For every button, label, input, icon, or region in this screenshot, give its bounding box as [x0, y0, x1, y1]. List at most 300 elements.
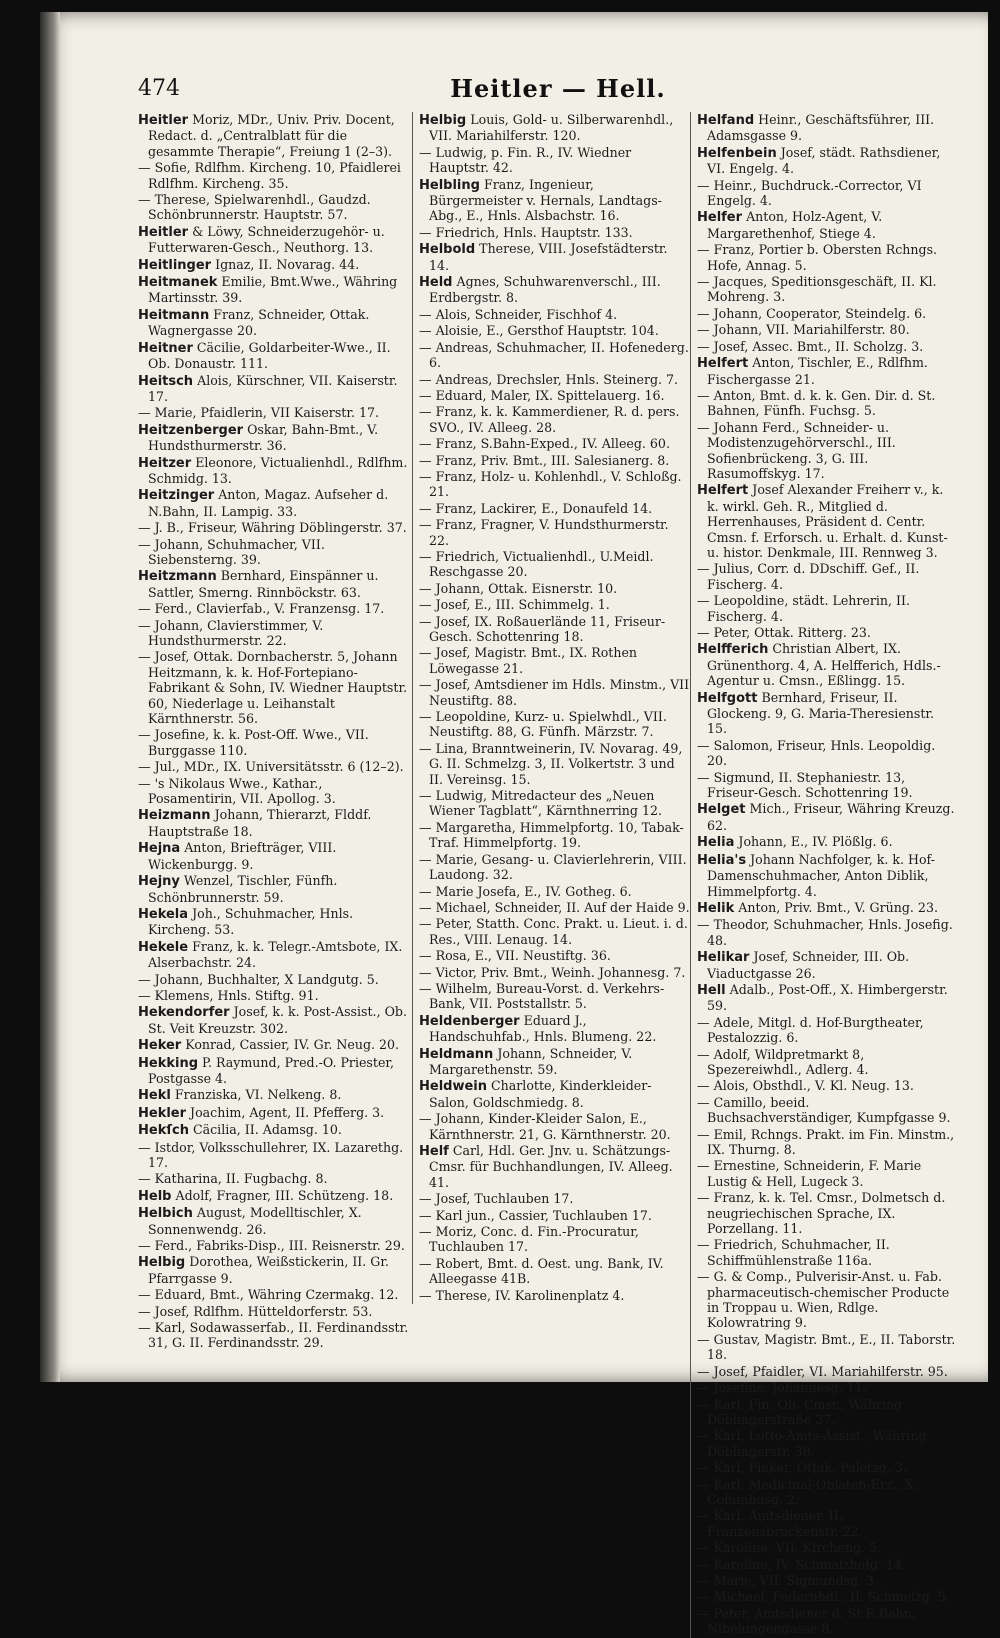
entry-details: — Karoline, VII. Kircheng. 5.: [697, 1540, 882, 1556]
entry-details: — Johann, Kinder-Kleider Salon, E., Kärnthnerstr. 21, G. Kärnthnerstr. 20.: [419, 1111, 671, 1142]
entry-details: — Marie, VII. Sigmundsg. 3.: [697, 1572, 879, 1588]
directory-entry: [697, 1158, 957, 1189]
entry-details: — Jacques, Speditionsgeschäft, II. Kl. Mohreng. 3.: [697, 274, 937, 305]
entry-details: — Istdor, Volksschullehrer, IX. Lazarethg. 17.: [138, 1139, 404, 1170]
entry-details: — Katharina, II. Fugbachg. 8.: [138, 1171, 328, 1187]
entry-details: — Josef, E., III. Schimmelg. 1.: [419, 597, 610, 613]
directory-entry: [419, 469, 691, 500]
directory-entry: [419, 1143, 691, 1190]
directory-entry: [138, 537, 410, 568]
directory-entry: [697, 1428, 957, 1459]
entry-surname: Hekſch: [138, 1123, 189, 1139]
entry-surname: Helget: [697, 802, 746, 818]
directory-entry: [138, 373, 410, 405]
entry-surname: Heldwein: [419, 1079, 487, 1095]
entry-details: — Eduard, Bmt., Währing Czermakg. 12.: [138, 1287, 399, 1303]
entry-details: & Löwy, Schneiderzugehör- u. Futterwaren-Gesch., Neuthorg. 13.: [148, 223, 385, 256]
entry-surname: Heitler: [138, 113, 189, 128]
entry-details: — Ferd., Fabriks-Disp., III. Reisnerstr. 29.: [138, 1238, 405, 1254]
entry-surname: Hell: [697, 982, 726, 998]
directory-entry: [419, 1224, 691, 1255]
entry-surname: Hekendorfer: [138, 1005, 230, 1021]
entry-surname: Heker: [138, 1038, 182, 1054]
entry-surname: Hekl: [138, 1088, 171, 1104]
directory-entry: [419, 145, 691, 176]
directory-entry: [697, 209, 957, 241]
entry-details: August, Modelltischler, X. Sonnenwendg. 26.: [148, 1205, 362, 1237]
entry-details: — Heinr., Buchdruck.-Corrector, VI Engelg. 4.: [697, 177, 922, 209]
entry-surname: Heitner: [138, 340, 193, 356]
entry-details: Cäcilia, II. Adamsg. 10.: [192, 1122, 342, 1138]
directory-entry: [697, 770, 957, 801]
directory-entry: [419, 501, 691, 516]
entry-surname: Heitzmann: [138, 569, 217, 585]
entry-details: Agnes, Schuhwarenverschl., III. Erdbergstr. 8.: [429, 274, 661, 306]
entry-surname: Helia's: [697, 852, 747, 868]
directory-entry: [697, 1332, 957, 1363]
entry-details: — Friedrich, Hnls. Hauptstr. 133.: [419, 224, 633, 240]
entry-details: — Peter, Amtsdiener d. St.E.Bahn, Nibelungengasse 8.: [697, 1605, 916, 1637]
directory-entry: [138, 1238, 410, 1253]
entry-details: — Karl, Lotto-Amts-Assist., Währing Döblingerstr. 38.: [697, 1428, 927, 1459]
entry-surname: Hejny: [138, 874, 180, 890]
directory-entry: [138, 1205, 410, 1237]
entry-surname: Helbling: [419, 177, 480, 193]
directory-entry: [138, 192, 410, 223]
directory-entry: [419, 852, 691, 883]
directory-entry: [697, 339, 957, 354]
entry-details: — Adele, Mitgl. d. Hof-Burgtheater, Pestalozzig. 6.: [697, 1014, 924, 1046]
entry-surname: Helik: [697, 900, 735, 916]
entry-details: — Eduard, Maler, IX. Spittelauerg. 16.: [419, 387, 665, 403]
directory-entry: [419, 549, 691, 580]
directory-entry: [138, 422, 410, 454]
entry-details: — G. & Comp., Pulverisir-Anst. u. Fab. pharmaceutisch-chemischer Producte in Troppau u. Wien, Rdlge. Kolowratring 9.: [697, 1269, 950, 1331]
entry-details: — Margaretha, Himmelpfortg. 10, Tabak-Traf. Himmelpfortg. 19.: [419, 819, 684, 851]
directory-entry: [697, 145, 957, 177]
directory-page: [40, 12, 988, 1637]
directory-entry: [697, 900, 957, 916]
entry-surname: Helb: [138, 1188, 172, 1204]
entry-details: — Karl, Fiaker, Ottak. Paletzg. 3.: [697, 1460, 907, 1476]
entry-details: — Michael, Schneider, II. Auf der Haide 9.: [419, 899, 690, 915]
entry-details: Bernhard, Friseur, II. Glockeng. 9, G. Maria-Theresienstr. 15.: [707, 689, 935, 737]
entry-details: — Sofie, Rdlfhm. Kircheng. 10, Pfaidlerei Rdlfhm. Kircheng. 35.: [138, 160, 401, 191]
entry-surname: Helfgott: [697, 690, 758, 706]
directory-entry: [138, 618, 410, 649]
directory-entry: [138, 520, 410, 535]
page-header: [138, 70, 978, 114]
entry-details: Heinr., Geschäftsführer, III. Adamsgasse 9.: [707, 112, 935, 144]
entry-details: Johann, E., IV. Plößlg. 6.: [738, 834, 893, 850]
directory-entry: [138, 257, 410, 273]
entry-details: — Josef, Pfaidler, VI. Mariahilferstr. 95.: [697, 1363, 948, 1379]
entry-details: Oskar, Bahn-Bmt., V. Hundsthurmerstr. 36.: [148, 421, 379, 454]
directory-entry: [419, 340, 691, 371]
directory-entry: [697, 1589, 957, 1604]
entry-details: — Franz, S.Bahn-Exped., IV. Alleeg. 60.: [419, 436, 670, 452]
directory-entry: [138, 1087, 410, 1103]
entry-details: Christian Albert, IX. Grünenthorg. 4, A. Helfferich, Hdls.-Agentur u. Cmsn., Eßlingg. 15.: [707, 641, 941, 689]
directory-entry: [697, 242, 957, 273]
entry-details: — Johann, Clavierstimmer, V. Hundsthurmerstr. 22.: [138, 617, 324, 648]
entry-details: — Franz, Lackirer, E., Donaufeld 14.: [419, 500, 653, 516]
entry-details: Charlotte, Kinderkleider-Salon, Goldschmiedg. 8.: [429, 1078, 652, 1110]
entry-details: Wenzel, Tischler, Fünfh. Schönbrunnerstr. 59.: [148, 873, 338, 905]
directory-entry: [419, 241, 691, 273]
directory-entry: [138, 1304, 410, 1319]
entry-details: Adolf, Fragner, III. Schützeng. 18.: [175, 1187, 394, 1203]
directory-entry: [419, 614, 691, 645]
entry-details: — Wilhelm, Bureau-Vorst. d. Verkehrs-Bank, VII. Poststallstr. 5.: [419, 980, 665, 1012]
entry-surname: Hejna: [138, 841, 181, 857]
directory-entry: [697, 1078, 957, 1093]
entry-details: Adalb., Post-Off., X. Himbergerstr. 59.: [707, 981, 948, 1014]
entry-details: — Camillo, beeid. Buchsachverständiger, Kumpfgasse 9.: [697, 1094, 951, 1126]
directory-entry: [419, 436, 691, 451]
entry-surname: Helbig: [419, 113, 467, 128]
directory-entry: [419, 741, 691, 787]
entry-details: Joachim, Agent, II. Pfefferg. 3.: [190, 1104, 385, 1120]
directory-entry: [419, 981, 691, 1012]
directory-entry: [138, 807, 410, 839]
entry-details: — Karl, Amtsdiener, II. Franzensbrückenstr. 22.: [697, 1508, 863, 1539]
entry-details: Dorothea, Weißstickerin, II. Gr. Pfarrgasse 9.: [148, 1254, 389, 1286]
entry-surname: Helfand: [697, 113, 755, 128]
directory-entry: [138, 112, 410, 159]
entry-details: — Friedrich, Schuhmacher, II. Schiffmühlenstraße 116a.: [697, 1237, 890, 1268]
directory-entry: [419, 1191, 691, 1206]
entry-details: — Josefine, Johannesg. 11.: [697, 1380, 867, 1396]
entry-details: Anton, Magaz. Aufseher d. N.Bahn, II. Lampig. 33.: [148, 487, 389, 519]
directory-entry: [419, 404, 691, 435]
directory-entry: [697, 1095, 957, 1126]
directory-entry: [697, 1380, 957, 1395]
entry-details: Louis, Gold- u. Silberwarenhdl., VII. Mariahilferstr. 120.: [429, 112, 674, 144]
entry-surname: Heitzinger: [138, 488, 215, 504]
entry-details: Johann, Schneider, V. Margarethenstr. 59.: [429, 1045, 633, 1077]
entry-details: — Jul., MDr., IX. Universitätsstr. 6 (12–2).: [138, 759, 404, 775]
entry-details: — Leopoldine, Kurz- u. Spielwhdl., VII. Neustiftg. 88, G. Fünfh. Märzstr. 7.: [419, 709, 667, 740]
entry-details: — Lina, Branntweinerin, IV. Novarag. 49, G. II. Schmelzg. 3, II. Volkertstr. 3 und II. Vereinsg. 15.: [419, 740, 683, 787]
directory-entry: [138, 487, 410, 519]
directory-entry: [697, 690, 957, 737]
directory-entry: [697, 852, 957, 899]
entry-surname: Heldmann: [419, 1046, 494, 1062]
entry-details: Joh., Schuhmacher, Hnls. Kircheng. 53.: [148, 905, 354, 938]
entry-details: Eduard J., Handschuhfab., Hnls. Blumeng. 22.: [429, 1012, 657, 1045]
directory-entry: [138, 939, 410, 971]
directory-entry: [138, 1287, 410, 1302]
entry-details: — Marie, Pfaidlerin, VII Kaiserstr. 17.: [138, 405, 380, 421]
entry-surname: Hekele: [138, 939, 189, 955]
entry-surname: Heitmanek: [138, 275, 218, 291]
directory-entry: [138, 224, 410, 256]
directory-entry: [697, 274, 957, 305]
directory-entry: [697, 1237, 957, 1268]
entry-details: Ignaz, II. Novarag. 44.: [215, 256, 360, 272]
book-spine-shadow: [40, 12, 60, 1382]
entry-details: — Josef, Ottak. Dornbacherstr. 5, Johann Heitzmann, k. k. Hof-Fortepiano-Fabrikant & Sohn, IV. Wiedner Hauptstr. 60, Niederlage u. Leihanstalt Kärnthnerstr. 56.: [138, 649, 408, 727]
running-title: Heitler — Hell.: [450, 74, 666, 103]
directory-entry: [697, 1047, 957, 1078]
directory-entry: [419, 323, 691, 338]
entry-details: — Adolf, Wildpretmarkt 8, Spezereiwhdl., Adlerg. 4.: [697, 1046, 869, 1077]
directory-entry: [697, 593, 957, 624]
entry-details: Konrad, Cassier, IV. Gr. Neug. 20.: [185, 1037, 400, 1053]
entry-details: Anton, Briefträger, VIII. Wickenburgg. 9.: [148, 840, 337, 872]
entry-details: — Karl, Fin. Ob. Cmsr., Währing Döblingerstraße 37.: [697, 1396, 903, 1427]
entry-details: — Ludwig, Mitredacteur des „Neuen Wiener Tagblatt“, Kärnthnerring 12.: [419, 788, 663, 819]
entry-details: Carl, Hdl. Ger. Jnv. u. Schätzungs-Cmsr. für Buchhandlungen, IV. Alleeg. 41.: [429, 1143, 673, 1190]
directory-entry: [138, 160, 410, 191]
directory-entry: [697, 1477, 957, 1508]
directory-entry: [697, 625, 957, 640]
directory-entry: [697, 641, 957, 688]
entry-details: — Peter, Ottak. Ritterg. 23.: [697, 625, 871, 640]
entry-surname: Heitzenberger: [138, 422, 244, 438]
entry-details: — Andreas, Drechsler, Hnls. Steinerg. 7.: [419, 371, 679, 387]
directory-entry: [419, 517, 691, 548]
directory-entry: [138, 340, 410, 372]
entry-details: — Johann Ferd., Schneider- u. Modistenzugehörverschl., III. Sofienbrückeng. 3, G. III. Rasumoffskyg. 17.: [697, 419, 896, 481]
entry-surname: Helfert: [697, 483, 749, 499]
page-number: 474: [138, 76, 180, 101]
entry-details: Franziska, VI. Nelkeng. 8.: [174, 1087, 342, 1103]
entry-details: Josef, städt. Rathsdiener, VI. Engelg. 4.: [707, 144, 941, 177]
entry-details: — Marie, Gesang- u. Clavierlehrerin, VIII. Laudong. 32.: [419, 851, 687, 883]
entry-details: Johann, Thierarzt, Flddf. Hauptstraße 18.: [148, 807, 372, 839]
entry-details: — Josef, Rdlfhm. Hütteldorferstr. 53.: [138, 1303, 373, 1319]
entry-details: Franz, Schneider, Ottak. Wagnergasse 20.: [148, 306, 370, 339]
directory-entry: [138, 1037, 410, 1053]
entry-details: — Klemens, Hnls. Stiftg. 91.: [138, 987, 319, 1003]
directory-entry: [138, 1105, 410, 1121]
directory-entry: [419, 916, 691, 947]
entry-details: — Franz, k. k. Kammerdiener, R. d. pers. SVO., IV. Alleeg. 28.: [419, 404, 680, 435]
entry-details: — Friedrich, Victualienhdl., U.Meidl. Reschgasse 20.: [419, 548, 654, 580]
entry-details: — Salomon, Friseur, Hnls. Leopoldig. 20.: [697, 737, 936, 769]
directory-entry: [138, 873, 410, 905]
column-1: [138, 112, 410, 1352]
entry-details: Alois, Kürschner, VII. Kaiserstr. 17.: [148, 372, 398, 404]
entry-details: — Ernestine, Schneiderin, F. Marie Lustig & Hell, Lugeck 3.: [697, 1158, 922, 1189]
entry-details: — Johann, Schuhmacher, VII. Siebensterng. 39.: [138, 536, 325, 567]
directory-entry: [419, 1111, 691, 1142]
entry-details: — Josefine, k. k. Post-Off. Wwe., VII. Burggasse 110.: [138, 727, 369, 758]
directory-entry: [138, 1254, 410, 1286]
entry-details: P. Raymund, Pred.-O. Priester, Postgasse 4.: [148, 1054, 395, 1086]
entry-details: Bernhard, Einspänner u. Sattler, Smerng. Rinnböckstr. 63.: [148, 568, 379, 600]
entry-details: Moriz, MDr., Univ. Priv. Docent, Redact. d. „Centralblatt für die gesammte Therapie“, Freiung 1 (2–3).: [148, 112, 395, 159]
directory-entry: [419, 307, 691, 322]
entry-details: — Franz, Fragner, V. Hundsthurmerstr. 22.: [419, 517, 669, 548]
directory-entry: [419, 965, 691, 980]
entry-details: Johann Nachfolger, k. k. Hof-Damenschuhmacher, Anton Diblik, Himmelpfortg. 4.: [707, 851, 936, 899]
directory-entry: [697, 1573, 957, 1588]
entry-details: — Andreas, Schuhmacher, II. Hofenederg. 6.: [419, 339, 689, 371]
entry-details: — Victor, Priv. Bmt., Weinh. Johannesg. 7.: [419, 964, 686, 980]
directory-entry: [697, 917, 957, 948]
entry-surname: Hekela: [138, 906, 189, 922]
entry-details: Eleonore, Victualienhdl., Rdlfhm. Schmidg. 13.: [148, 454, 408, 486]
entry-surname: Hekler: [138, 1105, 187, 1121]
entry-details: — Moriz, Conc. d. Fin.-Procuratur, Tuchlauben 17.: [419, 1224, 639, 1255]
entry-surname: Helfenbein: [697, 145, 777, 161]
directory-entry: [697, 355, 957, 387]
entry-surname: Held: [419, 275, 453, 291]
directory-entry: [419, 1046, 691, 1078]
entry-surname: Helia: [697, 835, 735, 851]
directory-entry: [138, 1122, 410, 1138]
entry-details: — Johann, VII. Mariahilferstr. 80.: [697, 322, 910, 338]
entry-surname: Heitler: [138, 224, 189, 240]
directory-entry: [697, 306, 957, 321]
entry-details: — Karoline, IV. Schmalzhofg. 14.: [697, 1556, 906, 1572]
directory-entry: [138, 601, 410, 616]
entry-surname: Helikar: [697, 950, 750, 966]
directory-entry: [697, 982, 957, 1014]
directory-entry: [419, 274, 691, 306]
directory-entry: [138, 649, 410, 726]
entry-details: — Gustav, Magistr. Bmt., E., II. Taborstr. 18.: [697, 1331, 956, 1363]
directory-entry: [419, 1013, 691, 1045]
entry-details: — Josef, Amtsdiener im Hdls. Minstm., VII Neustiftg. 88.: [419, 677, 690, 708]
entry-details: — Karl, Sodawasserfab., II. Ferdinandsstr. 31, G. II. Ferdinandsstr. 29.: [138, 1320, 409, 1351]
entry-details: — Sigmund, II. Stephaniestr. 13, Friseur-Gesch. Schottenring 19.: [697, 769, 913, 801]
entry-details: — Johann, Cooperator, Steindelg. 6.: [697, 305, 927, 321]
directory-entry: [697, 1557, 957, 1572]
directory-entry: [697, 482, 957, 560]
directory-entry: [697, 1190, 957, 1236]
directory-entry: [419, 112, 691, 144]
directory-entry: [419, 1256, 691, 1287]
entry-details: — Therese, IV. Karolinenplatz 4.: [419, 1287, 625, 1303]
entry-surname: Helbig: [138, 1255, 186, 1271]
entry-surname: Helf: [419, 1144, 449, 1159]
directory-entry: [419, 645, 691, 676]
entry-details: — Emil, Rchngs. Prakt. im Fin. Minstm., IX. Thurng. 8.: [697, 1126, 955, 1157]
entry-details: — Aloisie, E., Gersthof Hauptstr. 104.: [419, 323, 659, 339]
entry-details: — Josef, Tuchlauben 17.: [419, 1191, 574, 1207]
entry-details: — Josef, Assec. Bmt., II. Scholzg. 3.: [697, 338, 924, 354]
directory-entry: [419, 788, 691, 819]
entry-surname: Helbich: [138, 1206, 193, 1222]
entry-surname: Heitzer: [138, 455, 192, 471]
directory-entry: [138, 1320, 410, 1351]
column-3: [690, 112, 957, 1638]
directory-entry: [138, 1004, 410, 1036]
entry-details: — Peter, Statth. Conc. Prakt. u. Lieut. i. d. Res., VIII. Lenaug. 14.: [419, 916, 688, 947]
entry-details: — Johann, Ottak. Eisnerstr. 10.: [419, 580, 618, 596]
directory-entry: [138, 1055, 410, 1087]
directory-entry: [138, 568, 410, 600]
directory-entry: [138, 840, 410, 872]
entry-details: — Alois, Obsthdl., V. Kl. Neug. 13.: [697, 1078, 914, 1094]
entry-details: Anton, Tischler, E., Rdlfhm. Fischergasse 21.: [707, 355, 928, 387]
directory-entry: [697, 112, 957, 144]
entry-details: — Karl jun., Cassier, Tuchlauben 17.: [419, 1207, 652, 1223]
directory-entry: [697, 322, 957, 337]
directory-entry: [138, 906, 410, 938]
directory-entry: [697, 561, 957, 592]
directory-entry: [419, 1208, 691, 1223]
directory-entry: [419, 372, 691, 387]
directory-entry: [419, 225, 691, 240]
entry-details: — Alois, Schneider, Fischhof 4.: [419, 306, 618, 322]
entry-details: Emilie, Bmt.Wwe., Währing Martinsstr. 39.: [148, 274, 398, 306]
entry-details: — Franz, Priv. Bmt., III. Salesianerg. 8.: [419, 452, 670, 468]
entry-details: — J. B., Friseur, Währing Döblingerstr. 37.: [138, 520, 407, 536]
directory-entry: [419, 453, 691, 468]
entry-details: Franz, Ingenieur, Bürgermeister v. Hernals, Landtags-Abg., E., Hnls. Alsbachstr. 16.: [429, 176, 662, 224]
entry-surname: Heizmann: [138, 808, 211, 824]
entry-details: — Anton, Bmt. d. k. k. Gen. Dir. d. St. Bahnen, Fünfh. Fuchsg. 5.: [697, 387, 936, 419]
column-2: [412, 112, 691, 1304]
entry-surname: Helfert: [697, 356, 749, 372]
directory-entry: [138, 307, 410, 339]
entry-details: Anton, Holz-Agent, V. Margarethenhof, Stiege 4.: [707, 209, 883, 241]
entry-details: — Franz, Portier b. Obersten Rchngs. Hofe, Annag. 5.: [697, 242, 938, 273]
directory-entry: [697, 1364, 957, 1379]
directory-entry: [419, 177, 691, 224]
entry-surname: Heitmann: [138, 307, 210, 323]
directory-entry: [697, 1269, 957, 1331]
directory-entry: [697, 834, 957, 850]
entry-details: Josef, Schneider, III. Ob. Viaductgasse 26.: [707, 949, 910, 981]
entry-details: — Michael, Federnhdl., II. Schmelzg. 5.: [697, 1589, 950, 1605]
entry-details: — Franz, k. k. Tel. Cmsr., Dolmetsch d. neugriechischen Sprache, IX. Porzellang. 11.: [697, 1190, 946, 1237]
directory-entry: [697, 1540, 957, 1555]
directory-entry: [419, 820, 691, 851]
directory-entry: [138, 727, 410, 758]
entry-surname: Heitlinger: [138, 257, 212, 273]
directory-entry: [697, 1460, 957, 1475]
entry-details: — 's Nikolaus Wwe., Kathar., Posamentirin, VII. Apollog. 3.: [138, 775, 336, 807]
directory-entry: [697, 949, 957, 981]
entry-details: — Therese, Spielwarenhdl., Gaudzd. Schönbrunnerstr. Hauptstr. 57.: [138, 192, 371, 223]
directory-entry: [697, 738, 957, 769]
entry-details: — Johann, Buchhalter, X Landgutg. 5.: [138, 971, 379, 987]
entry-details: — Julius, Corr. d. DDschiff. Gef., II. Fischerg. 4.: [697, 561, 920, 592]
directory-entry: [419, 900, 691, 915]
entry-details: — Marie Josefa, E., IV. Gotheg. 6.: [419, 883, 632, 899]
entry-details: — Robert, Bmt. d. Oest. ung. Bank, IV. Alleegasse 41B.: [419, 1255, 664, 1287]
directory-entry: [697, 1508, 957, 1539]
directory-entry: [419, 1288, 691, 1303]
entry-details: Josef, k. k. Post-Assist., Ob. St. Veit Kreuzstr. 302.: [148, 1004, 407, 1036]
entry-details: — Josef, Magistr. Bmt., IX. Rothen Löwegasse 21.: [419, 645, 638, 676]
entry-surname: Heitsch: [138, 373, 194, 389]
directory-entry: [138, 405, 410, 420]
entry-details: — Ferd., Clavierfab., V. Franzensg. 17.: [138, 601, 385, 617]
entry-surname: Helfer: [697, 210, 743, 226]
directory-entry: [138, 1188, 410, 1204]
entry-details: — Josef, IX. Roßauerlände 11, Friseur-Gesch. Schottenring 18.: [419, 613, 666, 644]
directory-entry: [138, 1140, 410, 1171]
directory-entry: [419, 677, 691, 708]
directory-entry: [697, 388, 957, 419]
directory-entry: [697, 1127, 957, 1158]
entry-details: — Franz, Holz- u. Kohlenhdl., V. Schloßg. 21.: [419, 468, 682, 500]
directory-entry: [697, 1606, 957, 1637]
directory-entry: [697, 801, 957, 833]
directory-entry: [138, 274, 410, 306]
entry-details: Cäcilie, Goldarbeiter-Wwe., II. Ob. Donaustr. 111.: [148, 339, 391, 372]
entry-details: — Karl, Medicinal-Oblaten-Erz., X. Columbusg. 2.: [697, 1476, 918, 1507]
directory-entry: [419, 597, 691, 612]
directory-entry: [697, 1397, 957, 1428]
